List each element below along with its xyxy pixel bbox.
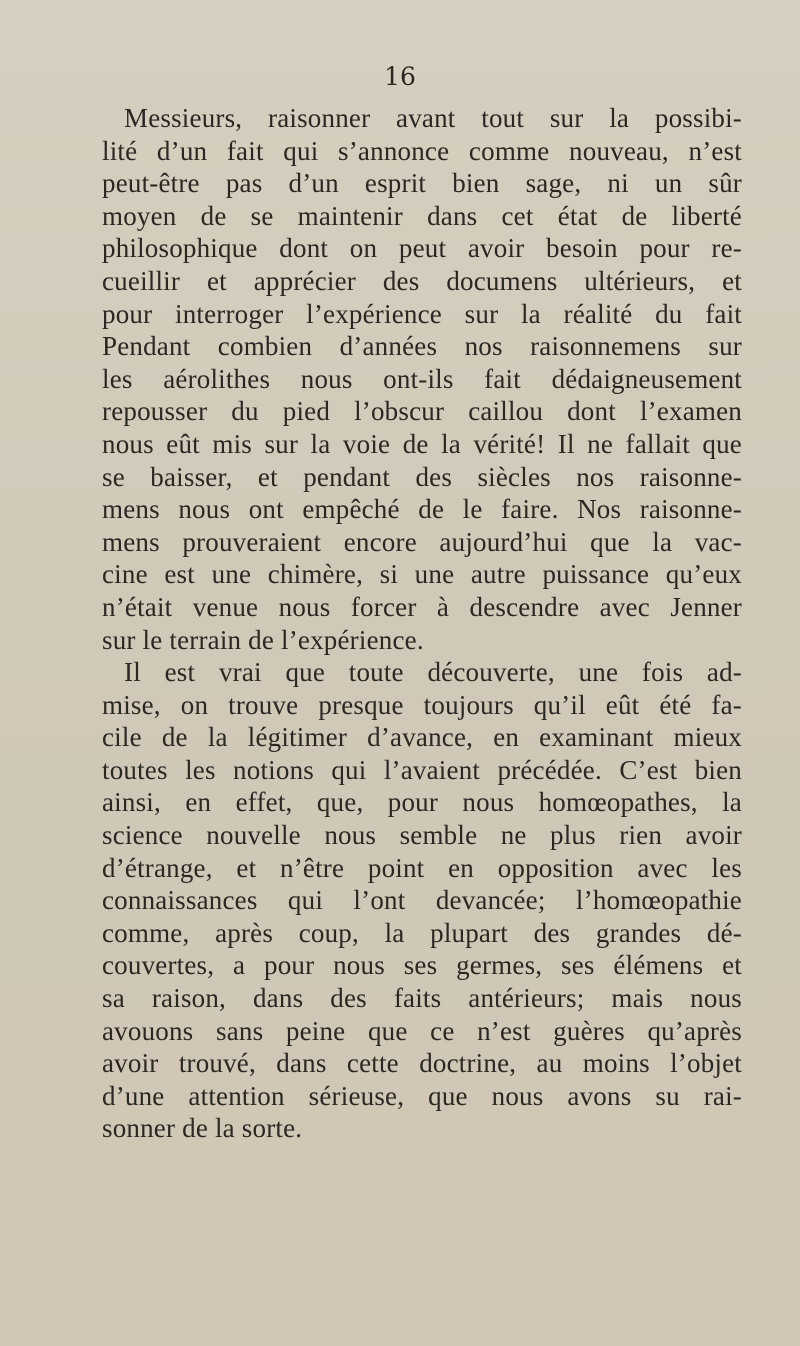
text-line: toutes les notions qui l’avaient précédée. C’est bien bbox=[102, 754, 742, 785]
text-line: pour interroger l’expérience sur la réalité du fait bbox=[102, 298, 742, 329]
text-line: se baisser, et pendant des siècles nos raisonne- bbox=[102, 461, 742, 492]
text-line: Messieurs, raisonner avant tout sur la possibi- bbox=[124, 103, 742, 133]
text-line: science nouvelle nous semble ne plus rien avoir bbox=[102, 820, 742, 851]
text-line: sur le terrain de l’expérience. bbox=[102, 624, 424, 655]
text-line: les aérolithes nous ont-ils fait dédaigneusement bbox=[102, 363, 742, 394]
text-line: Il est vrai que toute découverte, une fois ad- bbox=[124, 657, 742, 688]
text-line: ainsi, en effet, que, pour nous homœopathes, la bbox=[102, 787, 742, 818]
text-line: nous eût mis sur la voie de la vérité! Il ne fallait que bbox=[102, 428, 742, 459]
text-line: n’était venue nous forcer à descendre avec Jenner bbox=[102, 591, 742, 622]
text-line: sonner de la sorte. bbox=[102, 1113, 303, 1144]
text-line: philosophique dont on peut avoir besoin pour re- bbox=[102, 233, 742, 264]
text-line: comme, après coup, la plupart des grandes dé- bbox=[102, 917, 742, 948]
body-text bbox=[102, 102, 742, 1145]
text-line: avouons sans peine que ce n’est guères qu’après bbox=[102, 1015, 742, 1046]
text-line: mens prouveraient encore aujourd’hui que la vac- bbox=[102, 526, 742, 557]
text-line: mise, on trouve presque toujours qu’il eût été fa- bbox=[102, 689, 742, 720]
text-line: couvertes, a pour nous ses germes, ses élémens et bbox=[102, 950, 742, 981]
text-line: repousser du pied l’obscur caillou dont l’examen bbox=[102, 396, 742, 427]
paragraph-1 bbox=[102, 102, 742, 656]
text-line: cile de la légitimer d’avance, en examinant mieux bbox=[102, 722, 742, 753]
text-line: sa raison, dans des faits antérieurs; mais nous bbox=[102, 983, 742, 1014]
text-line: lité d’un fait qui s’annonce comme nouveau, n’est bbox=[102, 135, 742, 166]
text-line: d’une attention sérieuse, que nous avons su rai- bbox=[102, 1080, 742, 1111]
text-line: Pendant combien d’années nos raisonnemens sur bbox=[102, 331, 742, 362]
text-line: mens nous ont empêché de le faire. Nos raisonne- bbox=[102, 494, 742, 525]
text-line: avoir trouvé, dans cette doctrine, au moins l’objet bbox=[102, 1048, 742, 1079]
text-line: moyen de se maintenir dans cet état de liberté bbox=[102, 200, 742, 231]
text-line: peut-être pas d’un esprit bien sage, ni un sûr bbox=[102, 168, 742, 199]
text-line: cueillir et apprécier des documens ultérieurs, et bbox=[102, 265, 742, 296]
text-line: connaissances qui l’ont devancée; l’homœopathie bbox=[102, 885, 742, 916]
text-line: cine est une chimère, si une autre puissance qu’eux bbox=[102, 559, 742, 590]
page-number: 16 bbox=[384, 62, 416, 91]
paragraph-2 bbox=[102, 656, 742, 1145]
text-line: d’étrange, et n’être point en opposition avec les bbox=[102, 852, 742, 883]
